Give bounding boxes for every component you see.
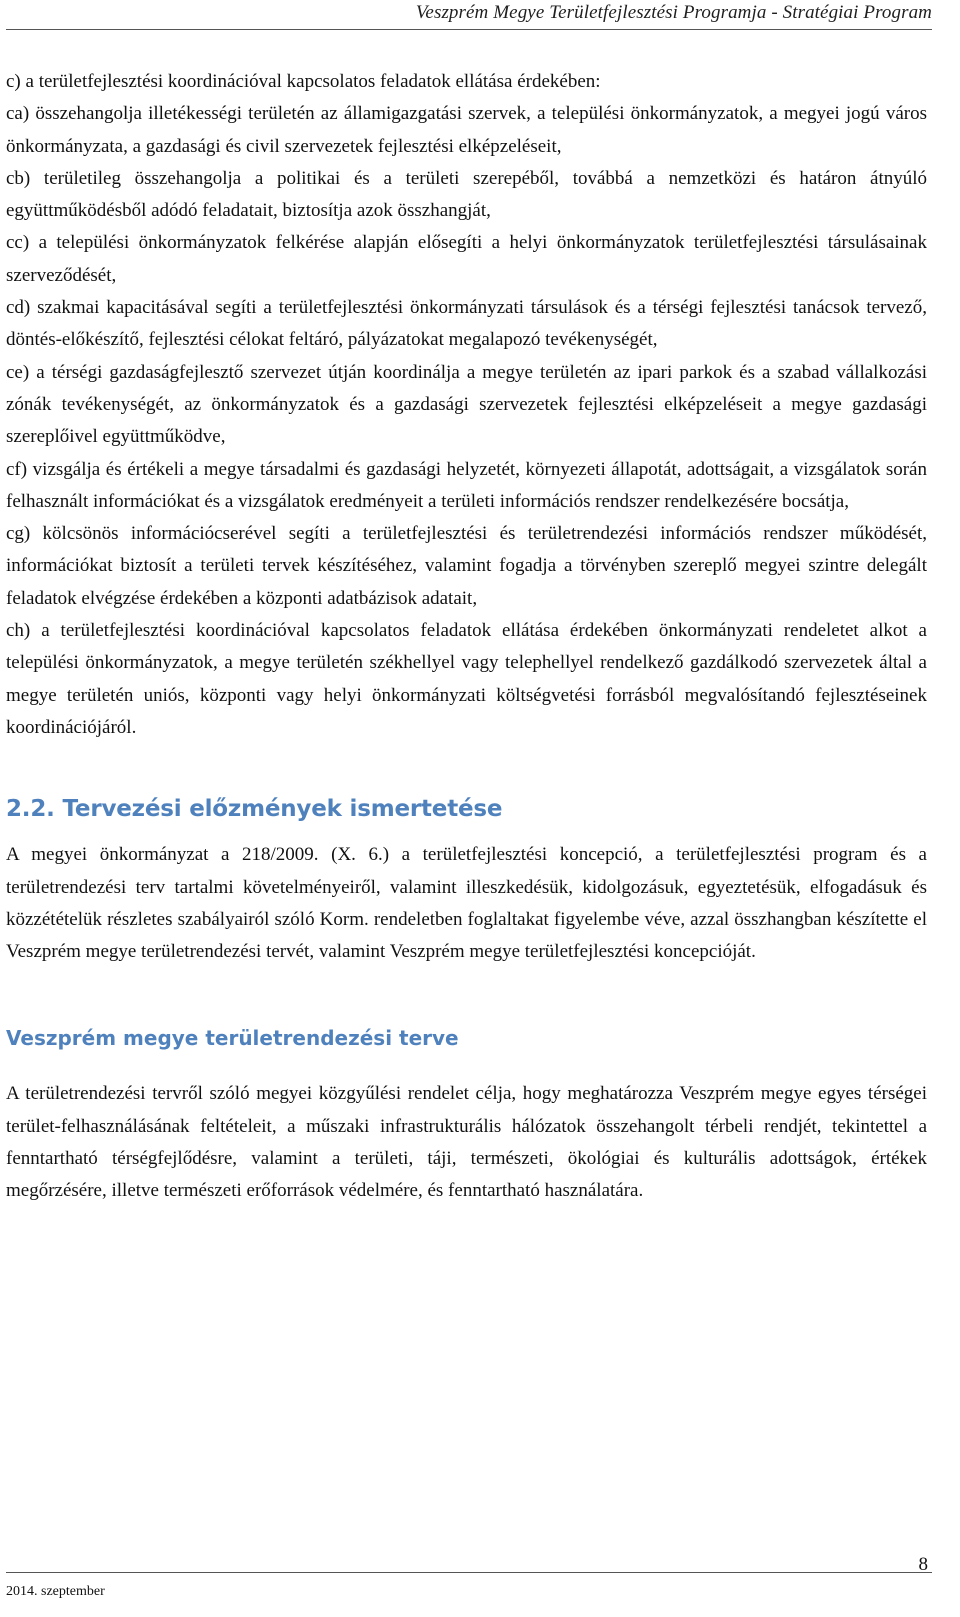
- task-list: [6, 66, 927, 744]
- page-number: 8: [918, 1554, 928, 1575]
- section-paragraph: A megyei önkormányzat a 218/2009. (X. 6.) a területfejlesztési koncepció, a területfejlesztési program és a területrendezési terv tartalmi követelményeiről, valamint illeszkedésük, kidolgozásuk, egyeztetésük, elfogadásuk és közzétételük részletes szabályairól szóló Korm. rendeletben foglaltakat figyelembe véve, azzal összhangban készítette el Veszprém megye területrendezési tervét, valamint Veszprém megye területfejlesztési koncepcióját.: [6, 844, 927, 963]
- page-content: [6, 66, 927, 1208]
- footer-divider: [6, 1572, 932, 1573]
- task-item-cf: cf) vizsgálja és értékeli a megye társadalmi és gazdasági helyzetét, környezeti állapotát, adottságait, a vizsgálatok során felhasznált információkat és a vizsgálatok eredményeit a területi információs rendszer rendelkezésére bocsátja,: [6, 458, 927, 512]
- task-item-cb: cb) területileg összehangolja a politikai és a területi szerepéből, továbbá a nemzetközi és határon átnyúló együttműködésből adódó feladatait, biztosítja azok összhangját,: [6, 167, 927, 222]
- task-item-cd: cd) szakmai kapacitásával segíti a területfejlesztési önkormányzati társulások és a térségi fejlesztési tanácsok tervező, döntés-előkészítő, fejlesztési célokat feltáró, pályázatokat megalapozó tevékenységét,: [6, 297, 927, 351]
- task-item-ch: ch) a területfejlesztési koordinációval kapcsolatos feladatok ellátása érdekében önkormányzati rendeletet alkot a települési önkormányzatok, a megye területén székhellyel vagy telephellyel rendelkező gazdálkodó szervezetek által a megye területén uniós, központi vagy helyi önkormányzati költségvetési forrásból megvalósítandó fejlesztéseinek koordinációjáról.: [6, 620, 927, 738]
- task-item-c: c) a területfejlesztési koordinációval kapcsolatos feladatok ellátása érdekében:: [6, 71, 601, 92]
- footer-date: 2014. szeptember: [6, 1584, 105, 1599]
- page-header-title: Veszprém Megye Területfejlesztési Programja - Stratégiai Program: [415, 2, 932, 23]
- subsection-heading: Veszprém megye területrendezési terve: [6, 1026, 459, 1051]
- section-heading: 2.2. Tervezési előzmények ismertetése: [6, 796, 503, 823]
- task-item-ca: ca) összehangolja illetékességi területén az államigazgatási szervek, a települési önkormányzatok, a megyei jogú város önkormányzata, a gazdasági és civil szervezetek fejlesztési elképzeléseit,: [6, 103, 927, 157]
- task-item-cc: cc) a települési önkormányzatok felkérése alapján elősegíti a helyi önkormányzatok területfejlesztési társulásainak szerveződését,: [6, 232, 927, 286]
- task-item-ce: ce) a térségi gazdaságfejlesztő szervezet útján koordinálja a megye területén az ipari parkok és a szabad vállalkozási zónák tevékenységét, az önkormányzatok és a gazdasági szervezetek fejlesztési elképzeléseit a megye gazdasági szereplőivel együttműködve,: [6, 361, 927, 448]
- header-divider: [6, 29, 932, 30]
- subsection-paragraph: A területrendezési tervről szóló megyei közgyűlési rendelet célja, hogy meghatározza Veszprém megye egyes térségei terület-felhasználásának feltételeit, a műszaki infrastrukturális hálózatok összehangolt térbeli rendjét, tekintettel a fenntartható térségfejlődésre, valamint a területi, táji, természeti, ökológiai és kulturális adottságok, értékek megőrzésére, illetve természeti erőforrások védelmére, és fenntartható használatára.: [6, 1083, 927, 1202]
- task-item-cg: cg) kölcsönös információcserével segíti a területfejlesztési és területrendezési információs rendszer működését, információkat biztosít a területi tervek készítéséhez, valamint fogadja a törvényben szereplő megyei szintre delegált feladatok elvégzése érdekében a központi adatbázisok adatait,: [6, 523, 927, 609]
